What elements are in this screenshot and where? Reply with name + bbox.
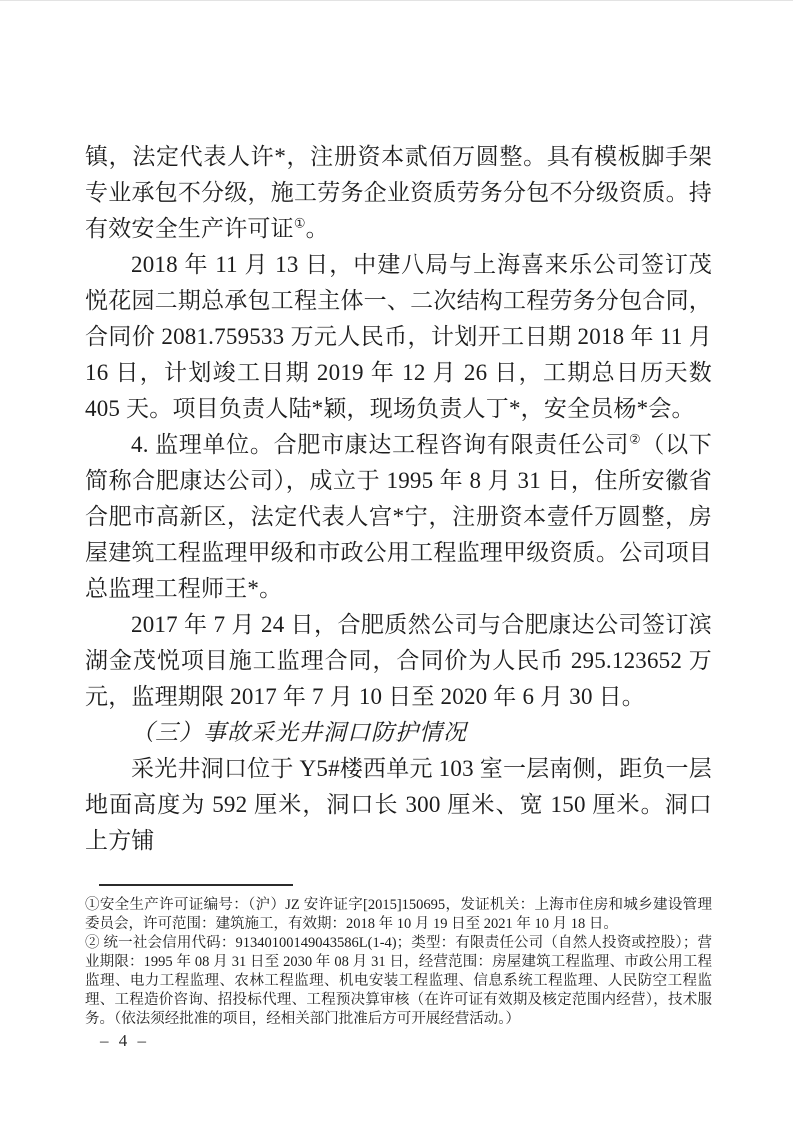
body-paragraph [85, 751, 712, 859]
text-block [85, 139, 712, 1029]
text-run: 镇，法定代表人许*，注册资本贰佰万圆整。具有模板脚手架专业承包不分级，施工劳务企业资质劳务分包不分级资质。持有效安全生产许可证 [85, 144, 712, 241]
text-run: ①安全生产许可证编号：（沪）JZ 安许证字[2015]150695，发证机关：上海市住房和城乡建设管理委员会，许可范围：建筑施工，有效期：2018 年 10 月 19 日至 2021 年 10 月 18 日。 [85, 897, 712, 932]
body-paragraph [85, 139, 712, 247]
body-paragraph [85, 247, 712, 427]
footnotes [85, 896, 712, 1029]
text-run: 。 [305, 216, 329, 241]
text-run: ② 统一社会信用代码：91340100149043586L(1-4)；类型：有限责任公司（自然人投资或控股）；营业期限：1995 年 08 月 31 日至 2030 年 08 月 31 日，经营范围：房屋建筑工程监理、市政公用工程监理、电力工程监理、农林工程监理、机电安装工程监理、信息系统工程监理、人民防空工程监理、工程造价咨询、招投标代理、工程预决算审核（在许可证有效期及核定范围内经营），技术服务。（依法须经批准的项目，经相关部门批准后方可开展经营活动。） [85, 935, 712, 1027]
footnote [85, 896, 712, 934]
text-run: 2017 年 7 月 24 日，合肥质然公司与合肥康达公司签订滨湖金茂悦项目施工监理合同，合同价为人民币 295.123652 万元，监理期限 2017 年 7 月 10 日至 2020 年 6 月 30 日。 [85, 612, 712, 709]
footnote-reference-mark: ① [293, 215, 306, 231]
body-paragraphs [85, 139, 712, 859]
text-run: （以下简称合肥康达公司），成立于 1995 年 8 月 31 日，住所安徽省合肥市高新区，法定代表人宫*宁，注册资本壹仟万圆整，房屋建筑工程监理甲级和市政公用工程监理甲级资质。公司项目总监理工程师王*。 [85, 432, 712, 601]
body-paragraph [85, 607, 712, 715]
body-paragraph [85, 427, 712, 607]
text-run: 2018 年 11 月 13 日，中建八局与上海喜来乐公司签订茂悦花园二期总承包工程主体一、二次结构工程劳务分包合同，合同价 2081.759533 万元人民币，计划开工日期 2018 年 11 月 16 日，计划竣工日期 2019 年 12 月 26 日，工期总日历天数 405 天。项目负责人陆*颖，现场负责人丁*，安全员杨*会。 [85, 252, 712, 421]
footnote-separator [99, 884, 293, 886]
footnote [85, 934, 712, 1029]
footnote-reference-mark: ② [629, 431, 642, 447]
section-heading [85, 715, 712, 751]
text-run: 4. 监理单位。合肥市康达工程咨询有限责任公司 [131, 432, 630, 457]
text-run: 采光井洞口位于 Y5#楼西单元 103 室一层南侧，距负一层地面高度为 592 厘米，洞口长 300 厘米、宽 150 厘米。洞口上方铺 [85, 756, 712, 853]
text-run: （三）事故采光井洞口防护情况 [131, 720, 467, 745]
page-number: – 4 – [100, 1031, 149, 1050]
